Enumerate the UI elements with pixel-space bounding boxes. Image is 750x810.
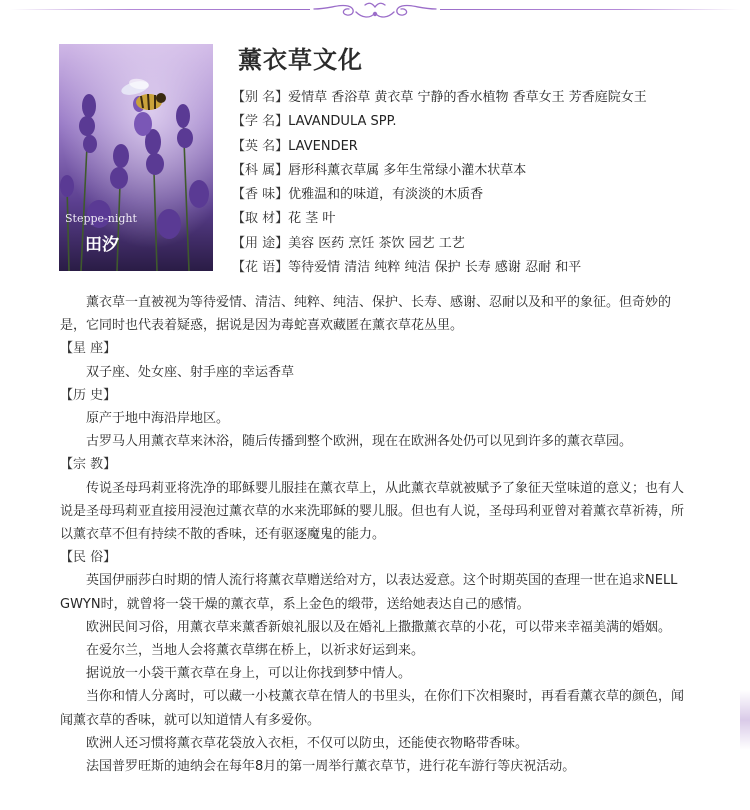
folk-paragraph-1: 英国伊丽莎白时期的情人流行将薰衣草赠送给对方，以表达爱意。这个时期英国的查理一世在追求NELL GWYN时，就曾将一袋干燥的薰衣草，系上金色的缎带，送给她表达自己的感情。 xyxy=(60,573,678,612)
religion-paragraph: 传说圣母玛莉亚将洗净的耶稣婴儿服挂在薰衣草上，从此薰衣草就被赋予了象征天堂味道的意义；也有人说是圣母玛莉亚直接用浸泡过薰衣草的水来洗耶稣的婴儿服。但也有人说，圣母玛利亚曾对着薰衣草祈祷，所以薰衣草不但有持续不散的香味，还有驱逐魔鬼的能力。 xyxy=(60,480,685,543)
constellation-paragraph: 双子座、处女座、射手座的幸运香草 xyxy=(86,364,295,380)
divider-line-left xyxy=(10,9,310,10)
info-row-alias: 【别 名】爱情草 香浴草 黄衣草 宁静的香水植物 香草女王 芳香庭院女王 xyxy=(232,90,647,105)
info-row-scientific-name: 【学 名】LAVANDULA SPP. xyxy=(232,114,397,130)
svg-text:田汐: 田汐 xyxy=(85,235,119,255)
article-body xyxy=(60,291,685,778)
intro-paragraph: 薰衣草一直被视为等待爱情、清洁、纯粹、纯洁、保护、长寿、感谢、忍耐以及和平的象征。但奇妙的是，它同时也代表着疑惑，据说是因为毒蛇喜欢藏匿在薰衣草花丛里。 xyxy=(60,295,672,334)
info-row-usage: 【用 途】美容 医药 烹饪 茶饮 园艺 工艺 xyxy=(232,235,465,251)
info-row-scent: 【香 味】优雅温和的味道，有淡淡的木质香 xyxy=(232,187,484,203)
flourish-ornament-icon xyxy=(310,0,440,22)
info-list xyxy=(232,86,732,280)
folk-paragraph-6: 欧洲人还习惯将薰衣草花袋放入衣柜，不仅可以防虫，还能使衣物略带香味。 xyxy=(86,735,529,751)
history-paragraph-1: 原产于地中海沿岸地区。 xyxy=(86,411,230,427)
folk-paragraph-3: 在爱尔兰，当地人会将薰衣草绑在桥上，以祈求好运到来。 xyxy=(86,643,425,659)
divider-line-right xyxy=(440,9,740,10)
history-paragraph-2: 古罗马人用薰衣草来沐浴，随后传播到整个欧洲，现在在欧洲各处仍可以见到许多的薰衣草园。 xyxy=(86,434,633,450)
edge-decoration xyxy=(740,690,750,750)
info-row-family: 【科 属】唇形科薰衣草属 多年生常绿小灌木状草本 xyxy=(232,162,527,178)
page-title: 薰衣草文化 xyxy=(238,46,363,74)
folk-paragraph-2: 欧洲民间习俗，用薰衣草来薰香新娘礼服以及在婚礼上撒撒薰衣草的小花，可以带来幸福美满的婚姻。 xyxy=(86,619,672,635)
section-heading-constellation: 【星 座】 xyxy=(60,341,117,357)
section-heading-folk: 【民 俗】 xyxy=(60,550,117,566)
folk-paragraph-5: 当你和情人分离时，可以藏一小枝薰衣草在情人的书里头，在你们下次相聚时，再看看薰衣草的颜色，闻闻薰衣草的香味，就可以知道情人有多爱你。 xyxy=(60,689,685,728)
section-heading-history: 【历 史】 xyxy=(60,387,117,403)
section-heading-religion: 【宗 教】 xyxy=(60,457,117,473)
info-row-english-name: 【英 名】LAVENDER xyxy=(232,138,358,154)
svg-text:Steppe-night: Steppe-night xyxy=(65,212,137,225)
top-divider xyxy=(0,0,750,22)
folk-paragraph-4: 据说放一小袋干薰衣草在身上，可以让你找到梦中情人。 xyxy=(86,666,412,682)
lavender-bee-photo xyxy=(59,44,213,271)
info-row-material: 【取 材】花 茎 叶 xyxy=(232,211,336,227)
info-row-flower-language: 【花 语】等待爱情 清洁 纯粹 纯洁 保护 长寿 感谢 忍耐 和平 xyxy=(232,260,582,276)
folk-paragraph-7: 法国普罗旺斯的迪纳会在每年8月的第一周举行薰衣草节，进行花车游行等庆祝活动。 xyxy=(86,759,576,775)
